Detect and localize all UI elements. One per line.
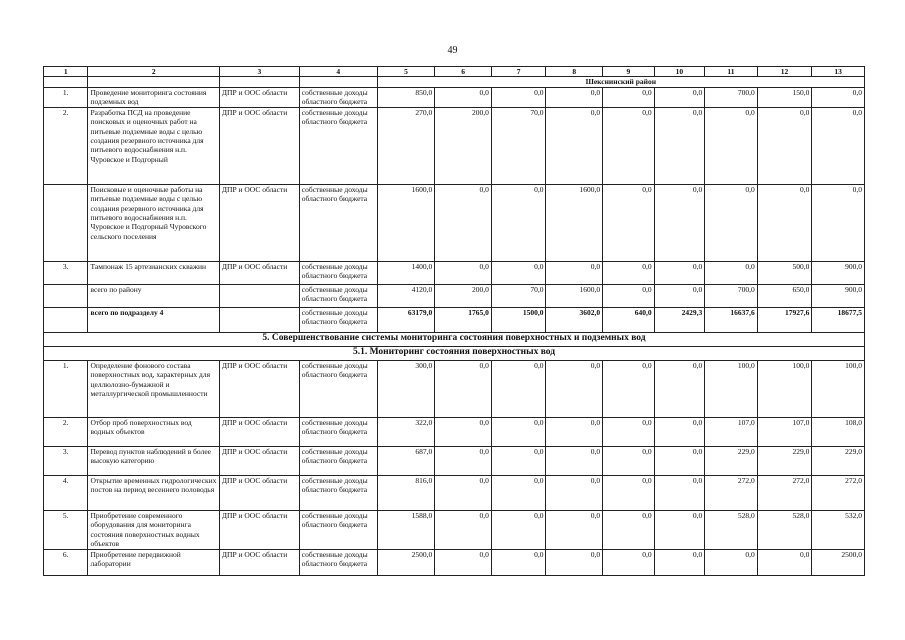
amount-cell: 0,0: [654, 107, 705, 184]
amount-cell: 0,0: [603, 87, 655, 107]
row-number: 3.: [44, 446, 88, 475]
district-row: [44, 77, 865, 87]
responsible-executor: ДПР и ООС области: [219, 510, 299, 549]
measure-name: Поисковые и оценочные работы на питьевые подземные воды с целью создания резервного источника для питьевого водоснабжения н.п. Чуровское и Подгорный Чуровского сельского поселения: [88, 184, 219, 261]
amount-cell: 687,0: [377, 446, 435, 475]
amount-cell: 229,0: [705, 446, 758, 475]
amount-cell: 0,0: [757, 184, 812, 261]
column-header: 5: [377, 67, 435, 77]
amount-cell: 0,0: [603, 475, 655, 510]
amount-cell: 100,0: [705, 360, 758, 417]
table-row: [44, 549, 865, 575]
amount-cell: 0,0: [603, 549, 655, 575]
amount-cell: 0,0: [546, 475, 603, 510]
amount-cell: 0,0: [491, 360, 546, 417]
amount-cell: 322,0: [377, 417, 435, 446]
amount-cell: 0,0: [546, 549, 603, 575]
column-header: 2: [88, 67, 219, 77]
table-row: [44, 307, 865, 332]
column-header: 11: [705, 67, 758, 77]
amount-cell: 3602,0: [546, 307, 603, 332]
measure-name: Тампонаж 15 артезианских скважин: [88, 261, 219, 284]
amount-cell: 200,0: [435, 284, 492, 307]
row-number: 1.: [44, 87, 88, 107]
amount-cell: 270,0: [377, 107, 435, 184]
responsible-executor: ДПР и ООС области: [219, 549, 299, 575]
column-header: 9: [603, 67, 655, 77]
table-row: [44, 360, 865, 417]
measure-name: всего по району: [88, 284, 219, 307]
funding-source: собственные доходы областного бюджета: [299, 261, 377, 284]
amount-cell: 272,0: [705, 475, 758, 510]
measure-name: Приобретение передвижной лаборатории: [88, 549, 219, 575]
amount-cell: 0,0: [491, 446, 546, 475]
amount-cell: 100,0: [812, 360, 865, 417]
measure-name: Приобретение современного оборудования для мониторинга состояния поверхностных водных объектов: [88, 510, 219, 549]
responsible-executor: ДПР и ООС области: [219, 417, 299, 446]
amount-cell: 0,0: [491, 184, 546, 261]
column-header: 10: [654, 67, 705, 77]
amount-cell: 0,0: [812, 184, 865, 261]
amount-cell: 528,0: [757, 510, 812, 549]
amount-cell: 816,0: [377, 475, 435, 510]
budget-table: [43, 66, 865, 576]
responsible-executor: [219, 307, 299, 332]
amount-cell: 0,0: [757, 549, 812, 575]
measure-name: Открытие временных гидрологических постов на период весеннего половодья: [88, 475, 219, 510]
amount-cell: 0,0: [757, 107, 812, 184]
amount-cell: 0,0: [654, 261, 705, 284]
table-row: [44, 446, 865, 475]
responsible-executor: ДПР и ООС области: [219, 87, 299, 107]
funding-source: собственные доходы областного бюджета: [299, 307, 377, 332]
amount-cell: 0,0: [491, 261, 546, 284]
amount-cell: 70,0: [491, 107, 546, 184]
amount-cell: 0,0: [491, 549, 546, 575]
amount-cell: 0,0: [435, 549, 492, 575]
amount-cell: 0,0: [603, 261, 655, 284]
row-number: 6.: [44, 549, 88, 575]
amount-cell: 1600,0: [377, 184, 435, 261]
amount-cell: 1600,0: [546, 284, 603, 307]
amount-cell: 532,0: [812, 510, 865, 549]
district-header: Шекснинский район: [377, 77, 864, 87]
table-row: [44, 87, 865, 107]
amount-cell: 4120,0: [377, 284, 435, 307]
amount-cell: 17927,6: [757, 307, 812, 332]
amount-cell: 0,0: [435, 510, 492, 549]
amount-cell: 0,0: [705, 261, 758, 284]
amount-cell: 2429,3: [654, 307, 705, 332]
column-header: 8: [546, 67, 603, 77]
subsection-row: [44, 346, 865, 360]
page-number: 49: [447, 45, 458, 56]
amount-cell: 300,0: [377, 360, 435, 417]
amount-cell: 18677,5: [812, 307, 865, 332]
amount-cell: 2500,0: [377, 549, 435, 575]
amount-cell: 0,0: [546, 360, 603, 417]
measure-name: Перевод пунктов наблюдений в более высокую категорию: [88, 446, 219, 475]
row-number: 5.: [44, 510, 88, 549]
row-number: [44, 307, 88, 332]
amount-cell: 1765,0: [435, 307, 492, 332]
amount-cell: 0,0: [654, 446, 705, 475]
amount-cell: 107,0: [705, 417, 758, 446]
section-title: 5. Совершенствование системы мониторинга состояния поверхностных и подземных вод: [44, 332, 865, 346]
amount-cell: 700,0: [705, 87, 758, 107]
row-number: [44, 284, 88, 307]
amount-cell: 2500,0: [812, 549, 865, 575]
amount-cell: 0,0: [603, 184, 655, 261]
subsection-title: 5.1. Мониторинг состояния поверхностных вод: [44, 346, 865, 360]
measure-name: Проведение мониторинга состояния подземных вод: [88, 87, 219, 107]
amount-cell: 850,0: [377, 87, 435, 107]
responsible-executor: ДПР и ООС области: [219, 360, 299, 417]
amount-cell: 272,0: [757, 475, 812, 510]
table-row: [44, 417, 865, 446]
amount-cell: 0,0: [546, 87, 603, 107]
amount-cell: 63179,0: [377, 307, 435, 332]
row-number: 4.: [44, 475, 88, 510]
amount-cell: 0,0: [603, 284, 655, 307]
row-number: 2.: [44, 107, 88, 184]
amount-cell: 0,0: [435, 184, 492, 261]
measure-name: Разработка ПСД на проведение поисковых и оценочных работ на питьевые подземные воды с целью создания резервного источника для питьевого водоснабжения н.п. Чуровское и Подгорный: [88, 107, 219, 184]
measure-name: всего по подразделу 4: [88, 307, 219, 332]
amount-cell: 200,0: [435, 107, 492, 184]
measure-name: Отбор проб поверхностных вод водных объектов: [88, 417, 219, 446]
amount-cell: 108,0: [812, 417, 865, 446]
column-header: 12: [757, 67, 812, 77]
amount-cell: 0,0: [491, 87, 546, 107]
responsible-executor: ДПР и ООС области: [219, 446, 299, 475]
amount-cell: 0,0: [603, 510, 655, 549]
amount-cell: 0,0: [705, 107, 758, 184]
table-row: [44, 261, 865, 284]
table-row: [44, 475, 865, 510]
amount-cell: 0,0: [603, 417, 655, 446]
row-number: 2.: [44, 417, 88, 446]
amount-cell: 650,0: [757, 284, 812, 307]
funding-source: собственные доходы областного бюджета: [299, 510, 377, 549]
amount-cell: 0,0: [546, 107, 603, 184]
funding-source: собственные доходы областного бюджета: [299, 417, 377, 446]
funding-source: собственные доходы областного бюджета: [299, 284, 377, 307]
funding-source: собственные доходы областного бюджета: [299, 360, 377, 417]
amount-cell: 0,0: [705, 549, 758, 575]
column-header: 1: [44, 67, 88, 77]
amount-cell: 700,0: [705, 284, 758, 307]
table-row: [44, 107, 865, 184]
amount-cell: 1500,0: [491, 307, 546, 332]
amount-cell: 272,0: [812, 475, 865, 510]
amount-cell: 0,0: [654, 360, 705, 417]
table-row: [44, 284, 865, 307]
amount-cell: 0,0: [546, 446, 603, 475]
responsible-executor: [219, 284, 299, 307]
amount-cell: 1588,0: [377, 510, 435, 549]
amount-cell: 640,0: [603, 307, 655, 332]
amount-cell: 0,0: [654, 475, 705, 510]
amount-cell: 229,0: [812, 446, 865, 475]
funding-source: собственные доходы областного бюджета: [299, 475, 377, 510]
column-header: 7: [491, 67, 546, 77]
amount-cell: 0,0: [654, 417, 705, 446]
funding-source: собственные доходы областного бюджета: [299, 549, 377, 575]
amount-cell: 107,0: [757, 417, 812, 446]
amount-cell: 0,0: [546, 261, 603, 284]
amount-cell: 0,0: [812, 87, 865, 107]
amount-cell: 0,0: [435, 417, 492, 446]
column-header: 3: [219, 67, 299, 77]
amount-cell: 0,0: [603, 360, 655, 417]
amount-cell: 0,0: [812, 107, 865, 184]
amount-cell: 1600,0: [546, 184, 603, 261]
section-row: [44, 332, 865, 346]
amount-cell: 1400,0: [377, 261, 435, 284]
column-header: 4: [299, 67, 377, 77]
amount-cell: 0,0: [435, 87, 492, 107]
amount-cell: 528,0: [705, 510, 758, 549]
amount-cell: 0,0: [654, 549, 705, 575]
amount-cell: 0,0: [435, 261, 492, 284]
amount-cell: 0,0: [546, 510, 603, 549]
amount-cell: 900,0: [812, 284, 865, 307]
column-header: 13: [812, 67, 865, 77]
amount-cell: 16637,6: [705, 307, 758, 332]
funding-source: собственные доходы областного бюджета: [299, 446, 377, 475]
responsible-executor: ДПР и ООС области: [219, 184, 299, 261]
amount-cell: 0,0: [491, 475, 546, 510]
amount-cell: 0,0: [491, 417, 546, 446]
amount-cell: 0,0: [546, 417, 603, 446]
amount-cell: 0,0: [603, 446, 655, 475]
amount-cell: 229,0: [757, 446, 812, 475]
amount-cell: 500,0: [757, 261, 812, 284]
responsible-executor: ДПР и ООС области: [219, 107, 299, 184]
funding-source: собственные доходы областного бюджета: [299, 107, 377, 184]
amount-cell: 0,0: [435, 360, 492, 417]
amount-cell: 0,0: [435, 446, 492, 475]
amount-cell: 0,0: [435, 475, 492, 510]
column-header-row: [44, 67, 865, 77]
funding-source: собственные доходы областного бюджета: [299, 87, 377, 107]
responsible-executor: ДПР и ООС области: [219, 261, 299, 284]
row-number: 1.: [44, 360, 88, 417]
amount-cell: 0,0: [654, 284, 705, 307]
amount-cell: 0,0: [654, 510, 705, 549]
amount-cell: 0,0: [654, 184, 705, 261]
amount-cell: 0,0: [491, 510, 546, 549]
column-header: 6: [435, 67, 492, 77]
amount-cell: 0,0: [654, 87, 705, 107]
amount-cell: 0,0: [705, 184, 758, 261]
amount-cell: 900,0: [812, 261, 865, 284]
responsible-executor: ДПР и ООС области: [219, 475, 299, 510]
funding-source: собственные доходы областного бюджета: [299, 184, 377, 261]
amount-cell: 150,0: [757, 87, 812, 107]
row-number: 3.: [44, 261, 88, 284]
amount-cell: 0,0: [603, 107, 655, 184]
table-row: [44, 510, 865, 549]
amount-cell: 100,0: [757, 360, 812, 417]
row-number: [44, 184, 88, 261]
amount-cell: 70,0: [491, 284, 546, 307]
table-row: [44, 184, 865, 261]
measure-name: Определение фонового состава поверхностных вод, характерных для целлюлозно-бумажной и металлургической промышленности: [88, 360, 219, 417]
